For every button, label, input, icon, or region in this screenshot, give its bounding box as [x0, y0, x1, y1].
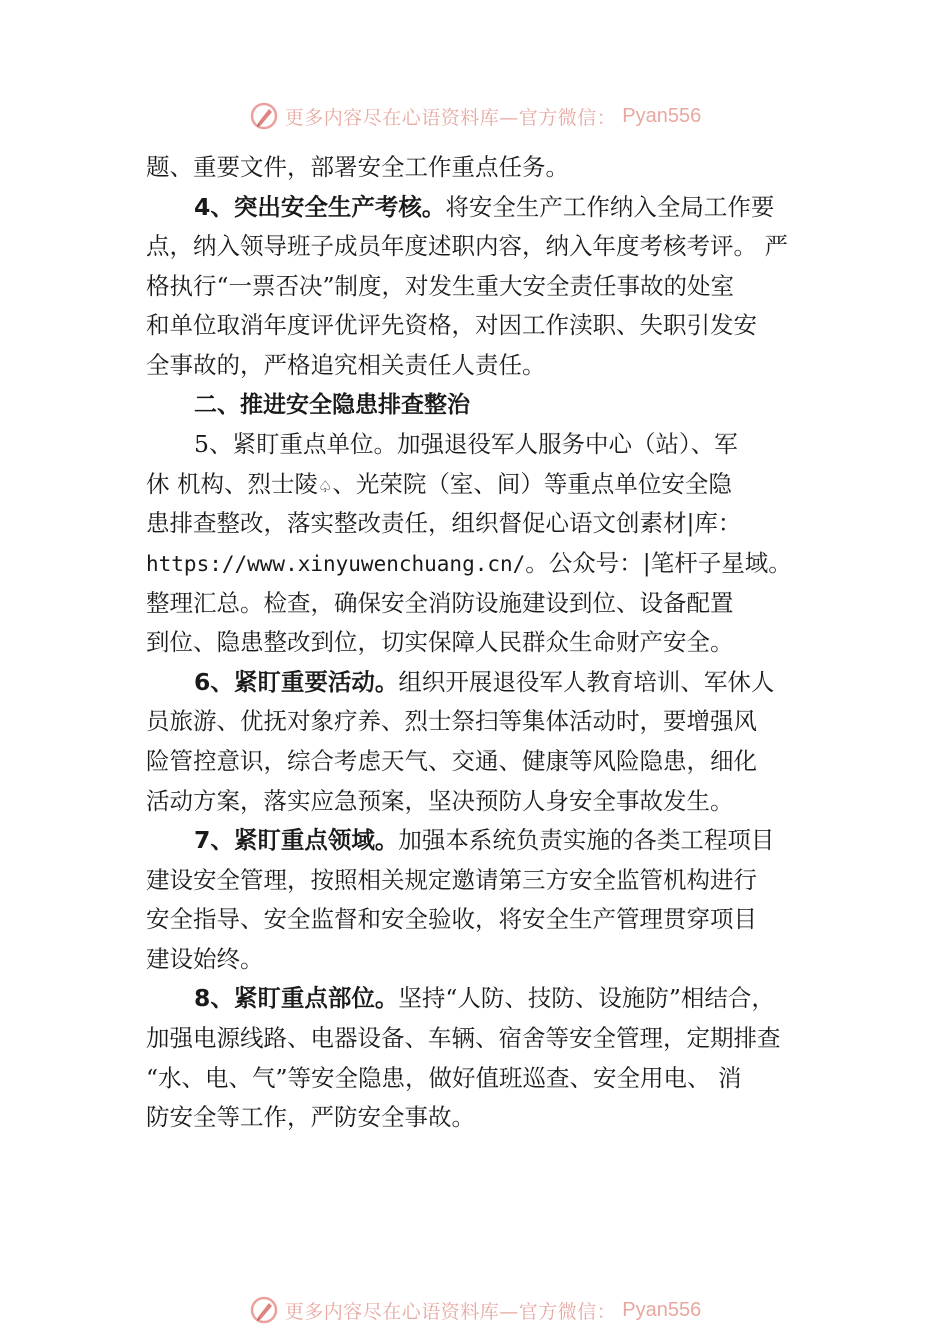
text-line: 加强电源线路、电器设备、车辆、宿舍等安全管理，定期排查	[146, 1024, 781, 1053]
paragraph-7-line: 7、紧盯重点领域。加强本系统负责实施的各类工程项目	[194, 826, 775, 855]
text-line: 活动方案，落实应急预案，坚决预防人身安全事故发生。	[146, 786, 734, 815]
paragraph-8-title: 8、紧盯重点部位。	[194, 984, 399, 1013]
text-line: 整理汇总。检查，确保安全消防设施建设到位、设备配置	[146, 588, 734, 617]
section-heading: 二、推进安全隐患排查整治	[194, 391, 470, 418]
paragraph-5-line: 5、紧盯重点单位。加强退役军人服务中心（站）、军	[194, 430, 738, 459]
text-line: 点，纳入领导班子成员年度述职内容，纳入年度考核考评。 严	[146, 232, 788, 261]
text-line: 到位、隐患整改到位，切实保障人民群众生命财产安全。	[146, 628, 734, 657]
document-body	[146, 148, 811, 1138]
glyph-icon: ♤	[317, 476, 333, 496]
text-line: 安全指导、安全监督和安全验收，将安全生产管理贯穿项目	[146, 905, 757, 934]
text-line: 患排查整改，落实整改责任，组织督促心语文创素材|库：	[146, 509, 742, 538]
text-line: 员旅游、优抚对象疗养、烈士祭扫等集体活动时，要增强风	[146, 707, 757, 736]
url-text: https://www.xinyuwenchuang.cn/	[146, 551, 526, 576]
text-line: 休 机构、烈士陵♤、光荣院（室、间）等重点单位安全隐	[146, 469, 732, 498]
text-line: 全事故的，严格追究相关责任人责任。	[146, 350, 546, 379]
watermark-wechat-id: Pyan556	[622, 104, 702, 127]
text-line: 格执行“一票否决”制度，对发生重大安全责任事故的处室	[146, 271, 735, 300]
text-line: “水、电、气”等安全隐患，做好值班巡查、安全用电、 消	[146, 1063, 742, 1092]
watermark-text: 更多内容尽在心语资料库—官方微信：	[284, 1300, 617, 1323]
text-line: 和单位取消年度评优评先资格，对因工作渎职、失职引发安	[146, 311, 757, 340]
watermark-wechat-id: Pyan556	[622, 1298, 702, 1321]
text-line: 建设安全管理，按照相关规定邀请第三方安全监管机构进行	[146, 865, 757, 894]
watermark-text: 更多内容尽在心语资料库—官方微信：	[284, 106, 617, 129]
text-line: 防安全等工作，严防安全事故。	[146, 1103, 475, 1132]
text-line: https://www.xinyuwenchuang.cn/。公众号：|笔杆子星域。	[146, 548, 792, 577]
paragraph-4-line: 4、突出安全生产考核。将安全生产工作纳入全局工作要	[194, 192, 775, 221]
paragraph-6-title: 6、紧盯重要活动。	[194, 667, 399, 696]
pen-logo-icon	[249, 1295, 279, 1325]
paragraph-4-title: 4、突出安全生产考核。	[194, 192, 446, 221]
paragraph-8-line: 8、紧盯重点部位。坚持“人防、技防、设施防”相结合，	[194, 984, 775, 1013]
paragraph-7-title: 7、紧盯重点领域。	[194, 826, 399, 855]
text-line: 险管控意识，综合考虑天气、交通、健康等风险隐患，细化	[146, 746, 757, 775]
text-line: 建设始终。	[146, 944, 264, 973]
paragraph-6-line: 6、紧盯重要活动。组织开展退役军人教育培训、军休人	[194, 667, 775, 696]
text-line: 题、重要文件，部署安全工作重点任务。	[146, 153, 569, 181]
header-watermark	[0, 96, 950, 136]
pen-logo-icon	[249, 101, 279, 131]
footer-watermark	[0, 1290, 950, 1330]
